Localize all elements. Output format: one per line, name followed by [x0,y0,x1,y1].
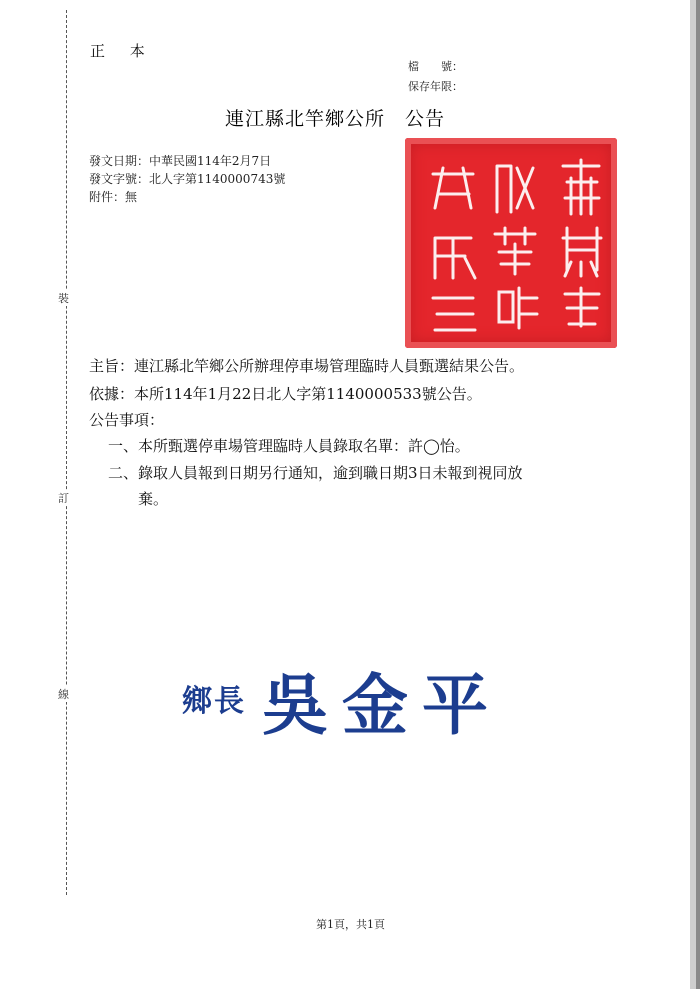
retention-label: 保存年限： [408,80,463,93]
document-number: 發文字號：北人字第1140000743號 [89,172,286,186]
seal-glyphs [405,138,617,348]
signature-name: 吳金平 [262,667,502,744]
announcement-items-heading: 公告事項： [89,411,165,429]
binding-line [66,10,67,895]
subject-line: 主旨：連江縣北竿鄉公所辦理停車場管理臨時人員甄選結果公告。 [89,357,525,375]
announcement-item-2: 二、錄取人員報到日期另行通知，逾到職日期3日未報到視同放 [108,464,523,482]
issue-date: 發文日期：中華民國114年2月7日 [89,154,272,168]
file-number-label: 檔 號： [408,60,463,73]
scan-edge-dark [696,0,700,989]
binding-char-xian: 線 [58,688,69,701]
basis-line: 依據：本所114年1月22日北人字第1140000533號公告。 [89,385,482,403]
announcement-item-2-continued: 棄。 [138,490,169,508]
copy-label: 正 本 [90,42,155,60]
page-title: 連江縣北竿鄉公所 公告 [225,108,446,130]
binding-char-zhuang: 裝 [58,292,69,305]
binding-char-ding: 訂 [58,492,69,505]
announcement-item-1: 一、本所甄選停車場管理臨時人員錄取名單：許◯怡。 [108,437,470,455]
page-number: 第1頁，共1頁 [316,918,385,931]
official-seal [405,138,617,348]
signature-title: 鄉長 [182,684,246,719]
attachment: 附件：無 [89,190,138,204]
